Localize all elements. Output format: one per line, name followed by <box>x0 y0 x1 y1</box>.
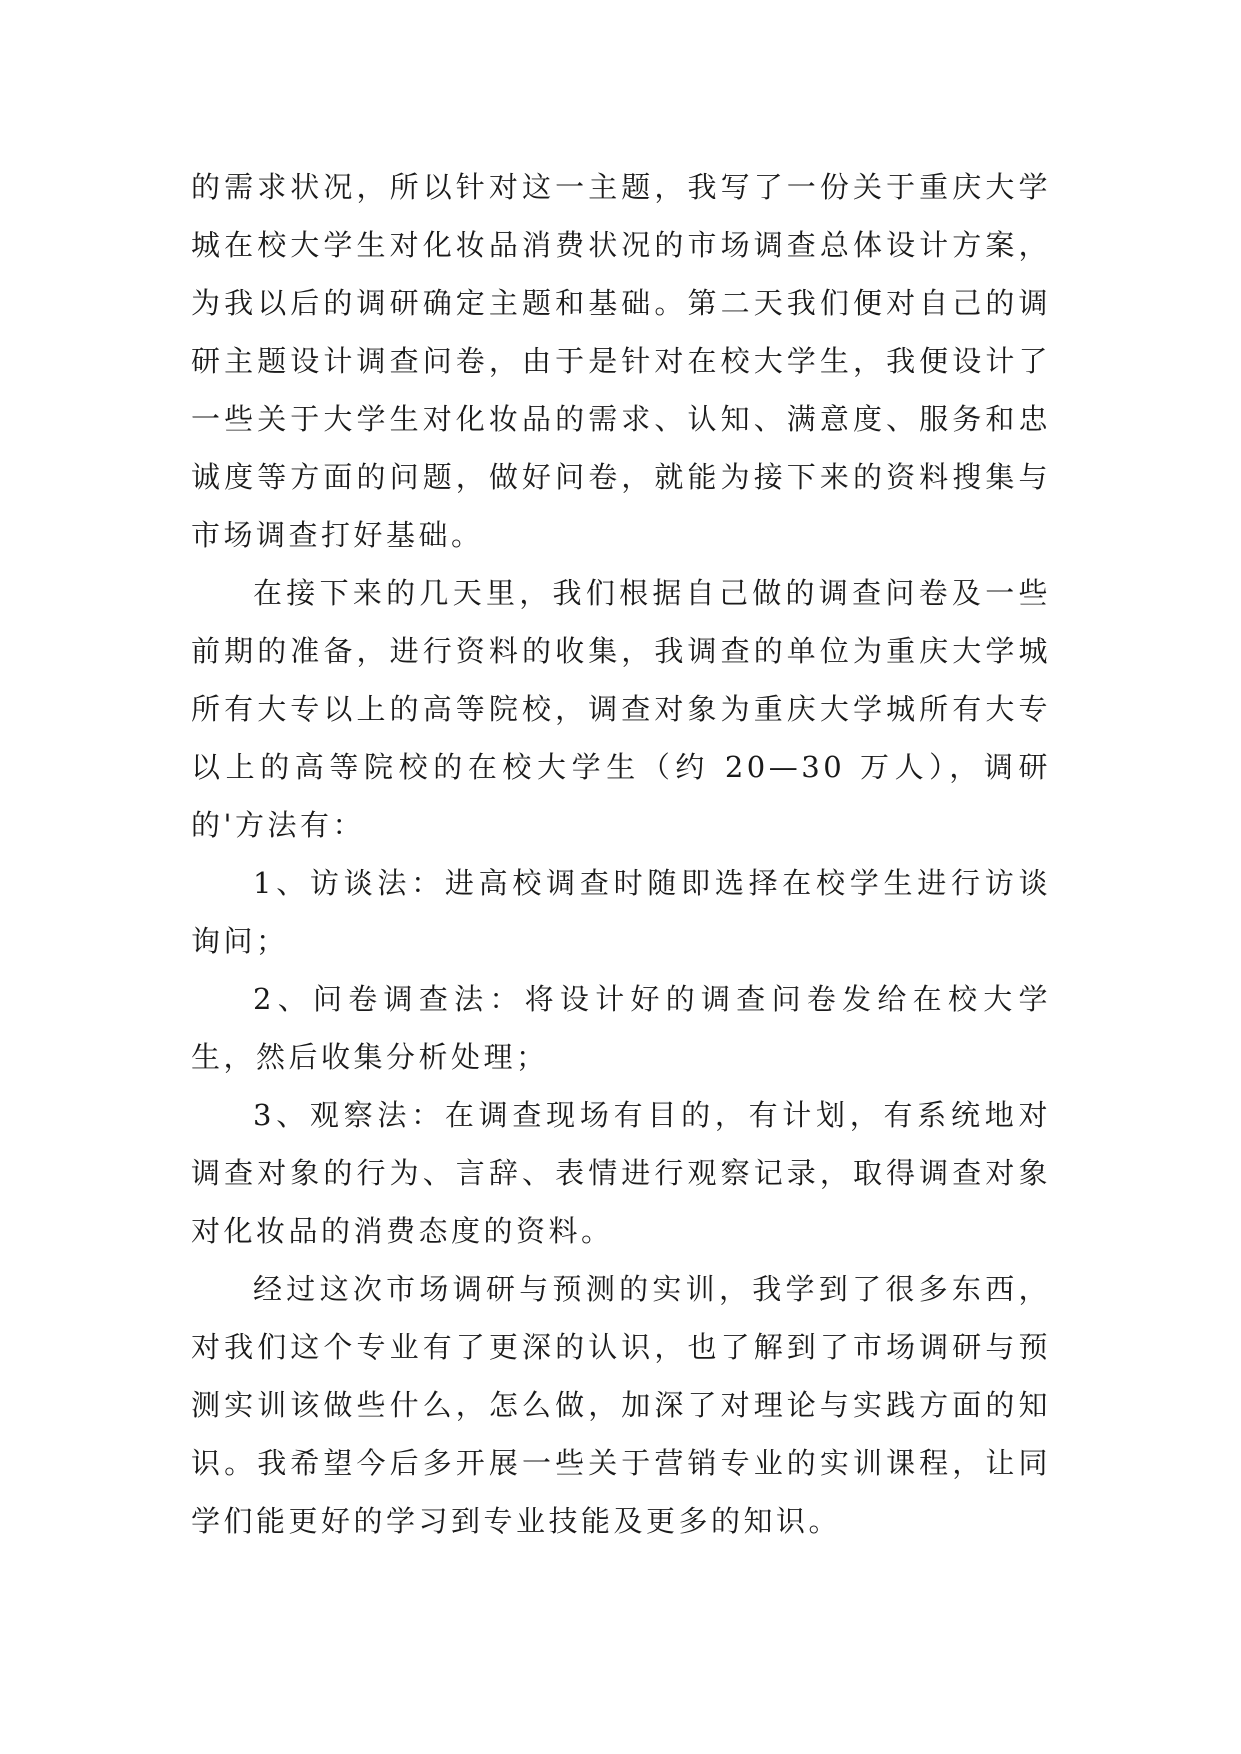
paragraph-data-collection: 在接下来的几天里，我们根据自己做的调查问卷及一些前期的准备，进行资料的收集，我调查的单位为重庆大学城所有大专以上的高等院校，调查对象为重庆大学城所有大专以上的高等院校的在校大学生（约 20—30 万人），调研的'方法有： <box>191 576 1051 842</box>
method-item-questionnaire: 2、问卷调查法：将设计好的调查问卷发给在校大学生，然后收集分析处理； <box>191 982 1051 1074</box>
paragraph-conclusion: 经过这次市场调研与预测的实训，我学到了很多东西，对我们这个专业有了更深的认识，也了解到了市场调研与预测实训该做些什么，怎么做，加深了对理论与实践方面的知识。我希望今后多开展一些关于营销专业的实训课程，让同学们能更好的学习到专业技能及更多的知识。 <box>191 1272 1051 1538</box>
method-item-interview: 1、访谈法：进高校调查时随即选择在校学生进行访谈询问； <box>191 866 1051 958</box>
paragraph-continuation: 的需求状况，所以针对这一主题，我写了一份关于重庆大学城在校大学生对化妆品消费状况的市场调查总体设计方案，为我以后的调研确定主题和基础。第二天我们便对自己的调研主题设计调查问卷，由于是针对在校大学生，我便设计了一些关于大学生对化妆品的需求、认知、满意度、服务和忠诚度等方面的问题，做好问卷，就能为接下来的资料搜集与市场调查打好基础。 <box>191 170 1051 552</box>
document-body <box>191 158 1051 1550</box>
method-item-observation: 3、观察法：在调查现场有目的，有计划，有系统地对调查对象的行为、言辞、表情进行观察记录，取得调查对象对化妆品的消费态度的资料。 <box>191 1098 1051 1248</box>
